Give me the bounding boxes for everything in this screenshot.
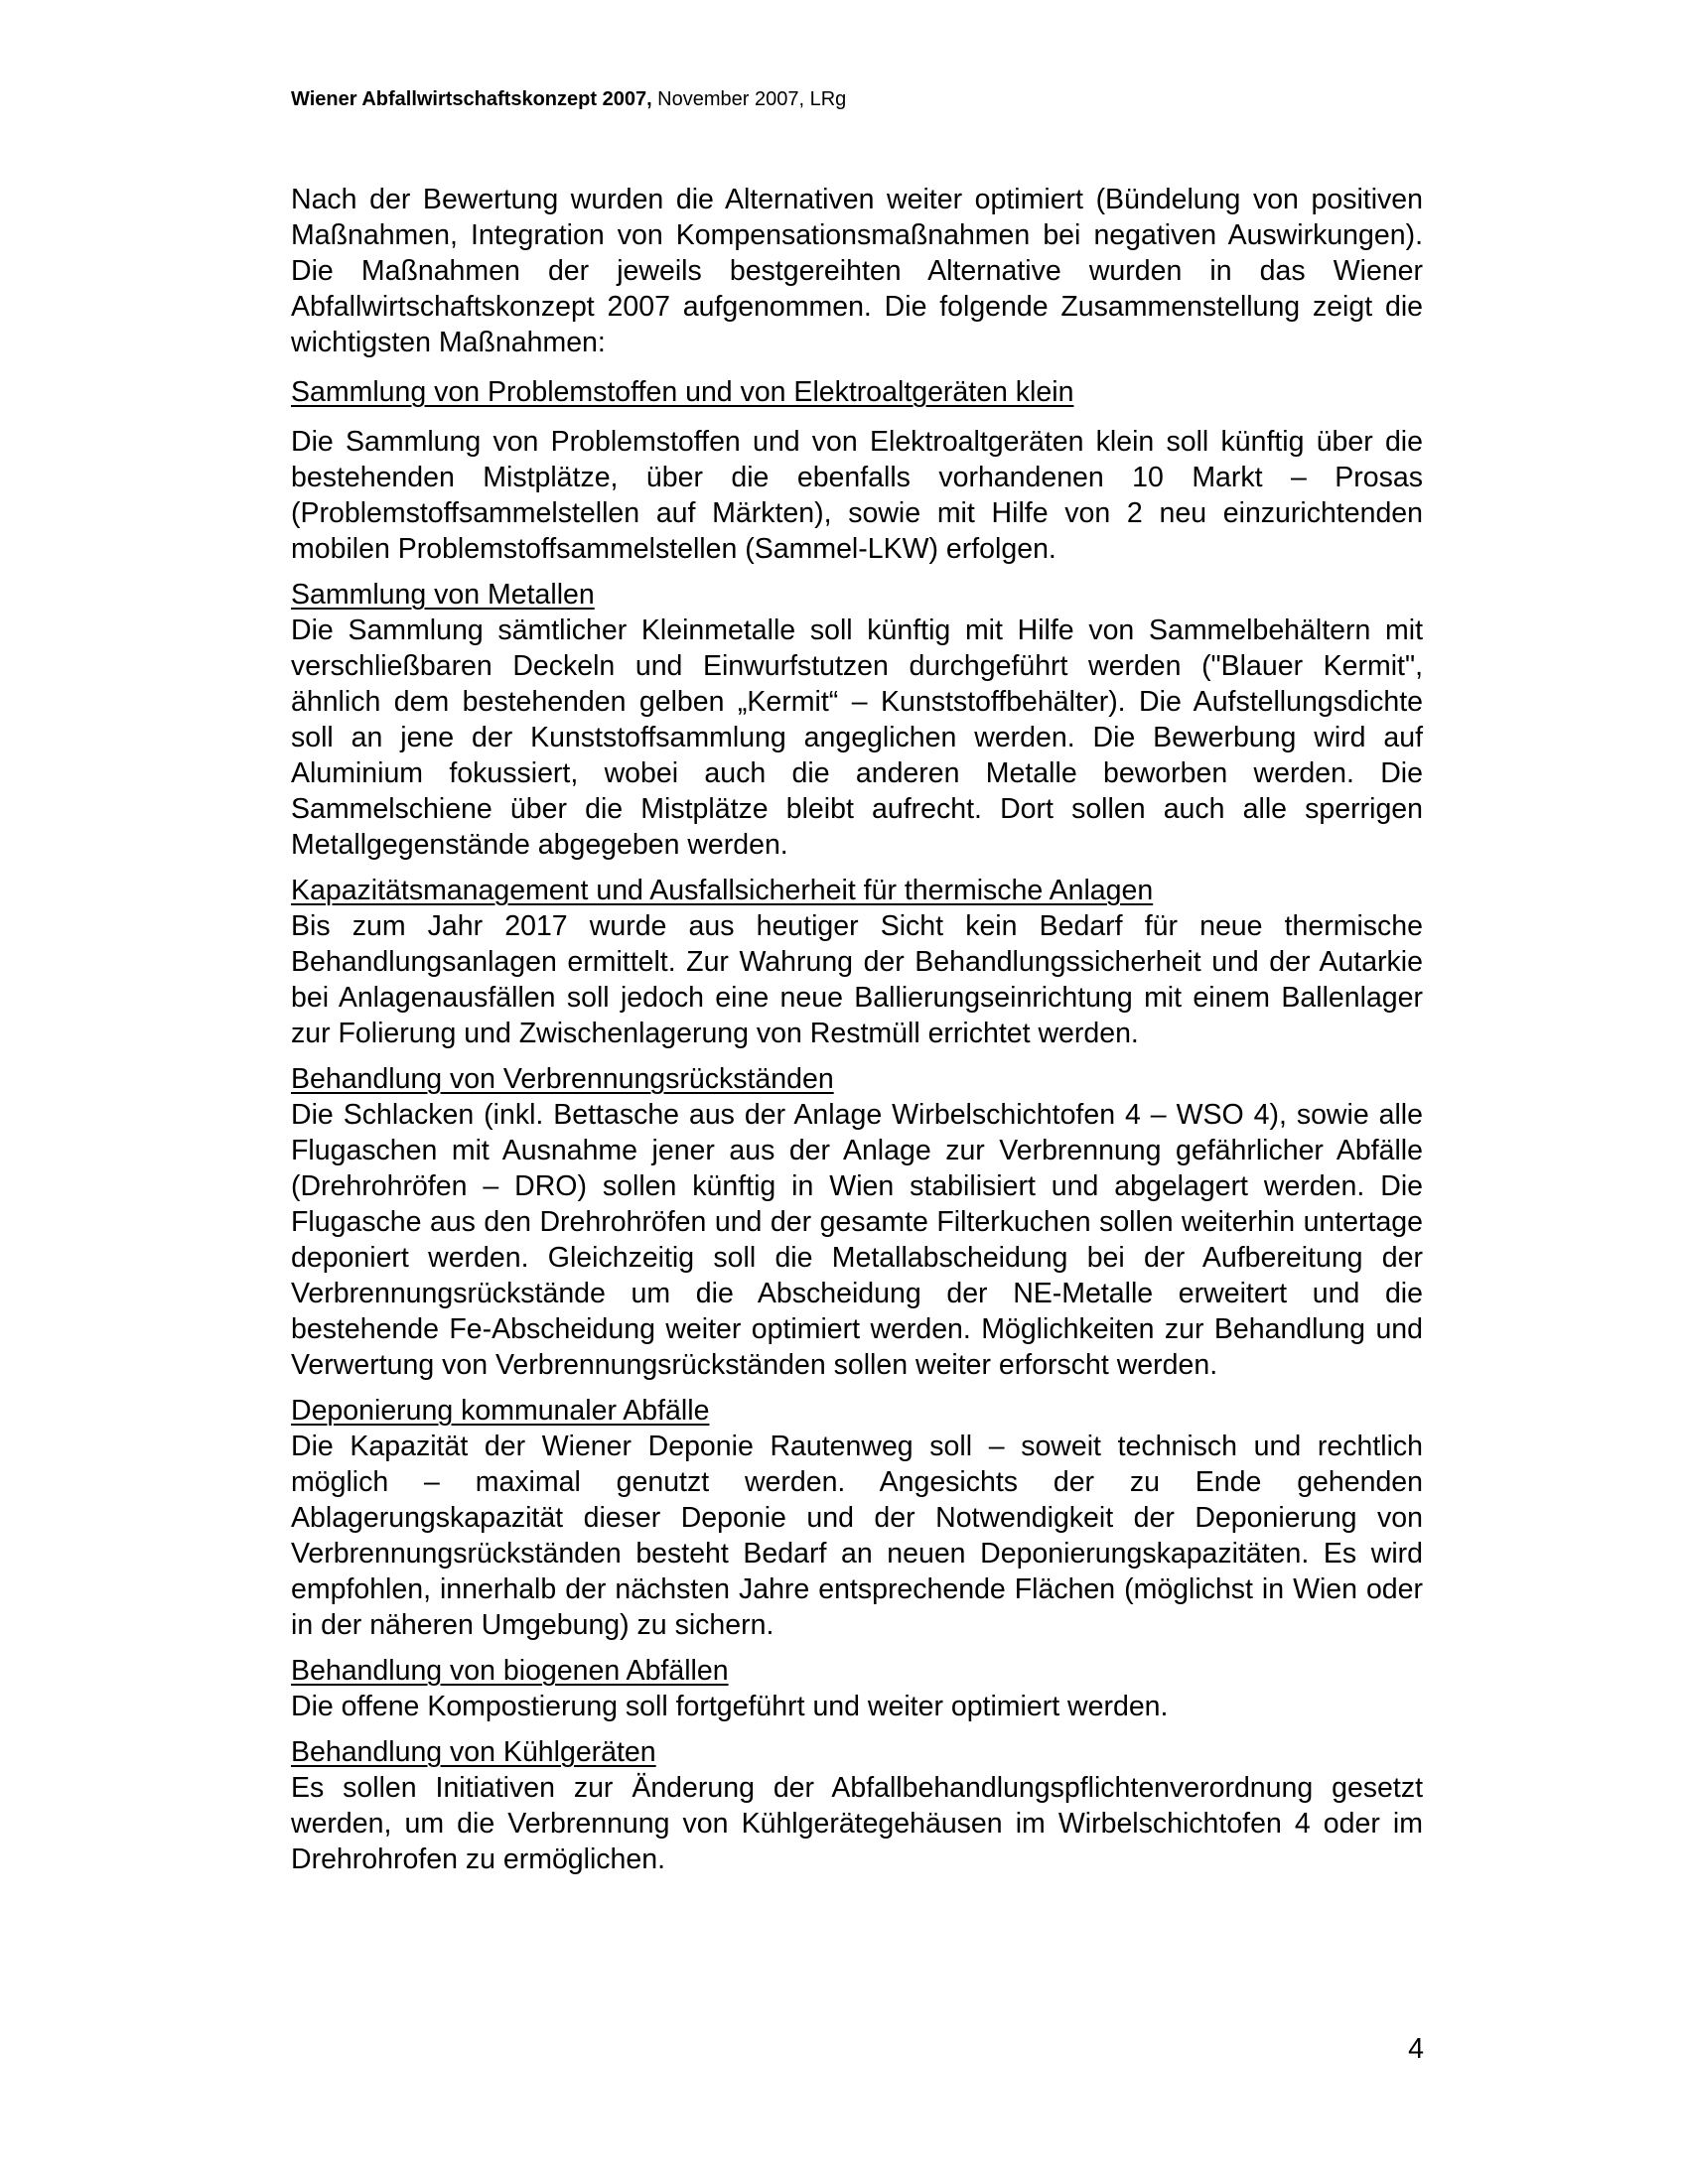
running-header	[291, 87, 846, 111]
section-body-kuehlgeraete: Es sollen Initiativen zur Änderung der Abfallbehandlungspflichtenverordnung gesetzt werden, um die Verbrennung von Kühlgerätegehäusen im Wirbelschichtofen 4 oder im Drehrohrofen zu ermöglichen.	[291, 1772, 1423, 1875]
section-heading-kuehlgeraete: Behandlung von Kühlgeräten	[291, 1736, 656, 1768]
page-number: 4	[1408, 2033, 1424, 2065]
section-heading-biogen: Behandlung von biogenen Abfällen	[291, 1655, 729, 1687]
section-body-problemstoffe: Die Sammlung von Problemstoffen und von Elektroaltgeräten klein soll künftig über die bestehenden Mistplätze, über die ebenfalls vorhandenen 10 Markt – Prosas (Problemstoffsammelstellen auf Märkten), sowie mit Hilfe von 2 neu einzurichtenden mobilen Problemstoffsammelstellen (Sammel-LKW) erfolgen.	[291, 426, 1423, 565]
section-body-kapazitaet: Bis zum Jahr 2017 wurde aus heutiger Sicht kein Bedarf für neue thermische Behandlungsanlagen ermittelt. Zur Wahrung der Behandlungssicherheit und der Autarkie bei Anlagenausfällen soll jedoch eine neue Ballierungseinrichtung mit einem Ballenlager zur Folierung und Zwischenlagerung von Restmüll errichtet werden.	[291, 910, 1423, 1049]
section-body-deponierung: Die Kapazität der Wiener Deponie Rautenweg soll – soweit technisch und rechtlich möglich – maximal genutzt werden. Angesichts der zu Ende gehenden Ablagerungskapazität dieser Deponie und der Notwendigkeit der Deponierung von Verbrennungsrückständen besteht Bedarf an neuen Deponierungskapazitäten. Es wird empfohlen, innerhalb der nächsten Jahre entsprechende Flächen (möglichst in Wien oder in der näheren Umgebung) zu sichern.	[291, 1431, 1423, 1641]
intro-paragraph: Nach der Bewertung wurden die Alternativen weiter optimiert (Bündelung von positiven Maßnahmen, Integration von Kompensationsmaßnahmen bei negativen Auswirkungen). Die Maßnahmen der jeweils bestgereihten Alternative wurden in das Wiener Abfallwirtschaftskonzept 2007 aufgenommen. Die folgende Zusammenstellung zeigt die wichtigsten Maßnahmen:	[291, 184, 1423, 358]
section-heading-verbrennungsrueckstaende: Behandlung von Verbrennungsrückständen	[291, 1063, 834, 1095]
header-title: Wiener Abfallwirtschaftskonzept 2007,	[291, 88, 652, 110]
section-body-biogen: Die offene Kompostierung soll fortgeführt und weiter optimiert werden.	[291, 1691, 1169, 1722]
section-heading-metalle: Sammlung von Metallen	[291, 579, 595, 611]
section-body-metalle: Die Sammlung sämtlicher Kleinmetalle soll künftig mit Hilfe von Sammelbehältern mit verschließbaren Deckeln und Einwurfstutzen durchgeführt werden ("Blauer Kermit", ähnlich dem bestehenden gelben „Kermit“ – Kunststoffbehälter). Die Aufstellungsdichte soll an jene der Kunststoffsammlung angeglichen werden. Die Bewerbung wird auf Aluminium fokussiert, wobei auch die anderen Metalle beworben werden. Die Sammelschiene über die Mistplätze bleibt aufrecht. Dort sollen auch alle sperrigen Metallgegenstände abgegeben werden.	[291, 614, 1423, 861]
section-heading-deponierung: Deponierung kommunaler Abfälle	[291, 1395, 710, 1427]
section-heading-kapazitaet: Kapazitätsmanagement und Ausfallsicherheit für thermische Anlagen	[291, 875, 1154, 906]
section-heading-problemstoffe: Sammlung von Problemstoffen und von Elektroaltgeräten klein	[291, 376, 1074, 408]
header-date-author: November 2007, LRg	[651, 88, 847, 110]
section-body-verbrennungsrueckstaende: Die Schlacken (inkl. Bettasche aus der Anlage Wirbelschichtofen 4 – WSO 4), sowie alle Flugaschen mit Ausnahme jener aus der Anlage zur Verbrennung gefährlicher Abfälle (Drehrohröfen – DRO) sollen künftig in Wien stabilisiert und abgelagert werden. Die Flugasche aus den Drehrohröfen und der gesamte Filterkuchen sollen weiterhin untertage deponiert werden. Gleichzeitig soll die Metallabscheidung bei der Aufbereitung der Verbrennungsrückstände um die Abscheidung der NE-Metalle erweitert und die bestehende Fe-Abscheidung weiter optimiert werden. Möglichkeiten zur Behandlung und Verwertung von Verbrennungsrückständen sollen weiter erforscht werden.	[291, 1099, 1423, 1381]
document-body	[291, 182, 1423, 1877]
